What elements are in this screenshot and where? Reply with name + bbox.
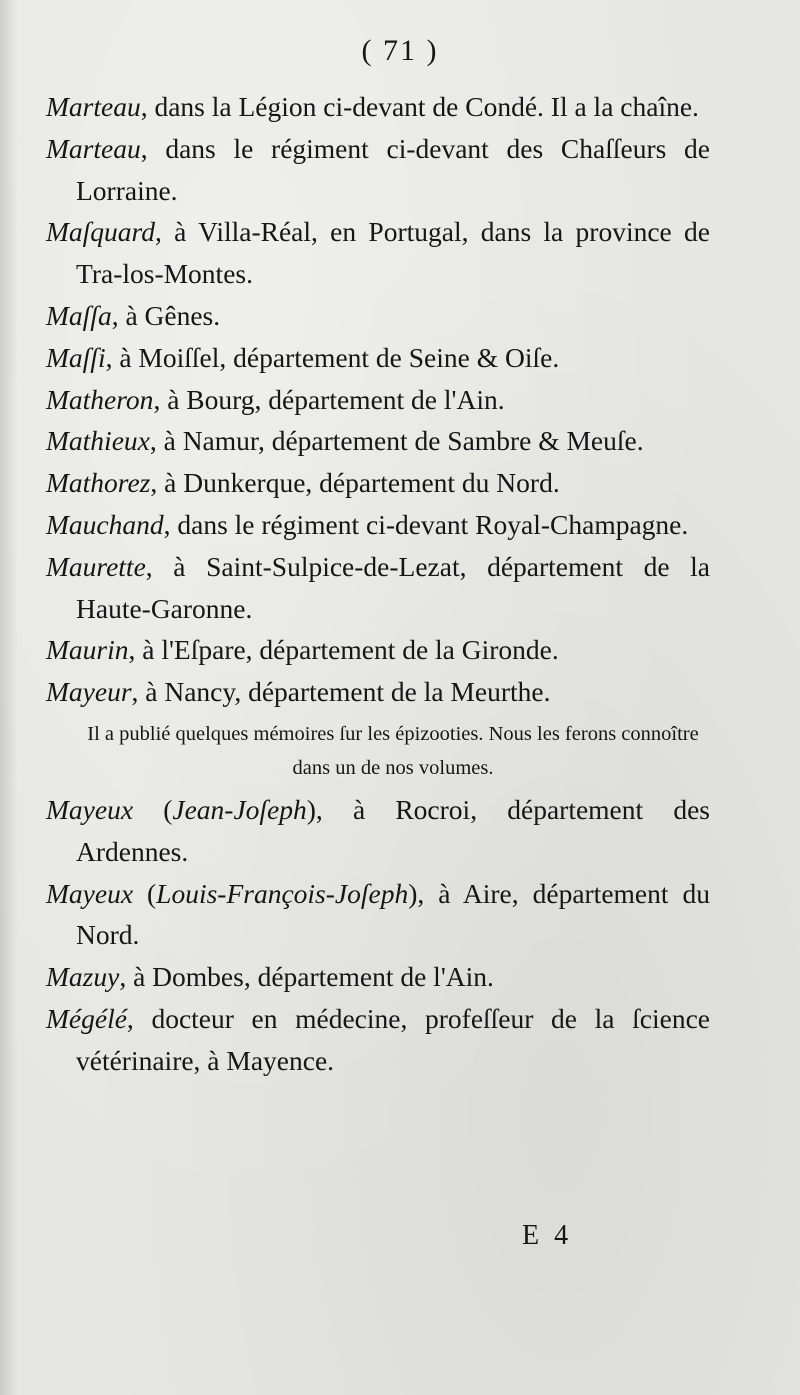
entry xyxy=(46,504,710,546)
entry-text: , à Saint-Sulpice-de-Lezat, département de la Haute-Garonne. xyxy=(76,550,710,624)
entry-text: , dans la Légion ci-devant de Condé. Il a la chaîne. xyxy=(140,91,699,122)
entry xyxy=(46,671,710,713)
entry xyxy=(46,86,710,128)
entry-given-names: Jean-Joſeph xyxy=(172,793,307,825)
entry xyxy=(46,873,710,957)
entry-name: Mazuy xyxy=(46,961,120,993)
entry-text: , dans le régiment ci-devant des Chaſſeurs de Lorraine. xyxy=(76,132,710,206)
entry-text: , à Bourg, département de l'Ain. xyxy=(153,383,505,415)
entry xyxy=(46,420,710,462)
entry-name: Mauchand xyxy=(46,508,164,540)
entry-name: Maſquard xyxy=(46,216,155,248)
entry xyxy=(46,629,710,671)
signature-mark: E 4 xyxy=(522,1220,573,1251)
entry-name: Mayeur xyxy=(46,676,132,708)
entry-name: Maurette xyxy=(46,550,146,582)
entry xyxy=(46,546,710,630)
entry-name: Maſſi xyxy=(46,341,106,373)
page-content xyxy=(46,86,710,1082)
entry-text: , à Dombes, département de l'Ain. xyxy=(119,961,494,993)
entry-name: Marteau xyxy=(46,91,141,122)
note: Il a publié quelques mémoires ſur les épizooties. Nous les ferons connoître dans un de nos volumes. xyxy=(87,722,699,779)
entry-name: Maſſa xyxy=(46,299,112,331)
entry-open-paren: ( xyxy=(133,793,173,825)
entry-text: , à Nancy, département de la Meurthe. xyxy=(131,676,551,708)
entry xyxy=(46,379,710,421)
entry-name: Mayeux xyxy=(46,877,134,909)
entry xyxy=(46,789,710,873)
entry-text: , à Moiſſel, département de Seine & Oiſe. xyxy=(105,341,560,373)
entry-text: , docteur en médecine, profeſſeur de la ſcience vétérinaire, à Mayence. xyxy=(76,1002,710,1076)
entry-name: Mégélé xyxy=(46,1002,127,1034)
entry-name: Mayeux xyxy=(46,793,134,825)
entry-text: , dans le régiment ci-devant Royal-Champagne. xyxy=(163,508,689,540)
entry-text: , à Gênes. xyxy=(111,299,221,331)
entry-text: , à Namur, département de Sambre & Meuſe. xyxy=(149,425,644,457)
entry-name: Mathieux xyxy=(46,425,150,457)
entry-name: Maurin xyxy=(46,634,129,666)
entry-text: ), à Rocroi, département des Ardennes. xyxy=(76,793,710,867)
entry xyxy=(46,211,710,295)
entry xyxy=(46,462,710,504)
entry-text: , à l'Eſpare, département de la Gironde. xyxy=(128,634,559,666)
entry-name: Matheron xyxy=(46,383,154,415)
entry-name: Marteau xyxy=(46,132,141,164)
entry xyxy=(46,128,710,212)
entry xyxy=(46,337,710,379)
entry xyxy=(46,998,710,1082)
entry-text: ), à Aire, département du Nord. xyxy=(76,877,710,951)
entry-name: Mathorez xyxy=(46,467,151,499)
entry-text: , à Villa-Réal, en Portugal, dans la province de Tra-los-Montes. xyxy=(76,216,710,290)
entry-text: , à Dunkerque, département du Nord. xyxy=(150,467,560,499)
entry-given-names: Louis-François-Joſeph xyxy=(156,877,409,909)
entry-open-paren: ( xyxy=(133,877,157,909)
entry xyxy=(46,956,710,998)
page-number: ( 71 ) xyxy=(361,34,439,67)
entry xyxy=(46,295,710,337)
